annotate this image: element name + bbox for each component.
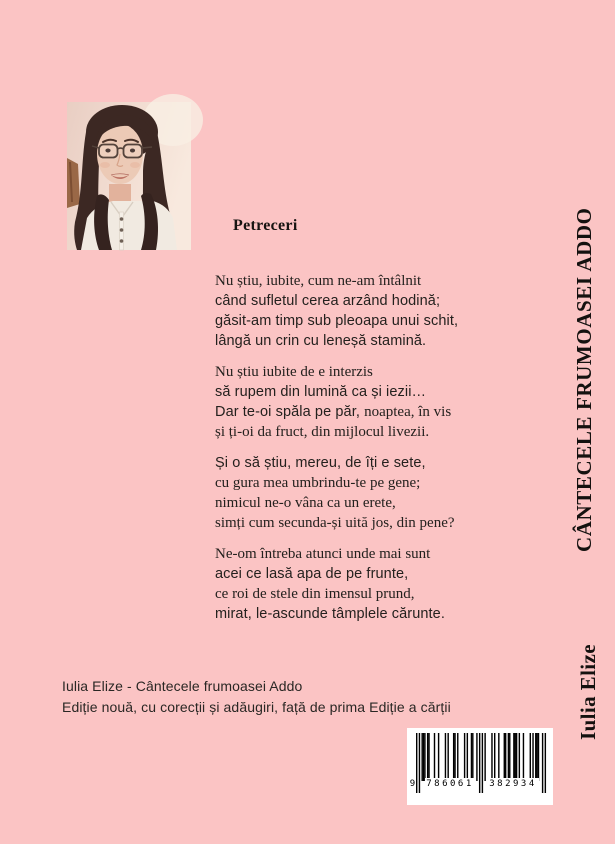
poem-line-segment: acei ce lasă apa de pe frunte, <box>215 566 409 582</box>
poem-line <box>215 544 535 564</box>
poem-stanza <box>215 271 535 351</box>
poem-line <box>215 564 535 584</box>
poem-line <box>215 453 535 473</box>
poem-line-segment: Dar te-oi spăla pe păr, <box>215 404 365 420</box>
poem-line-segment: cu gura mea umbrindu-te pe gene; <box>215 475 421 491</box>
poem-title: Petreceri <box>233 217 298 234</box>
poem <box>215 271 535 622</box>
poem-line <box>215 584 535 604</box>
poem-stanza <box>215 362 535 442</box>
poem-line <box>215 331 535 351</box>
poem-line-segment: Ne-om întreba atunci unde mai sunt <box>215 546 431 562</box>
author-photo <box>67 102 191 250</box>
barcode-digit-group-1: 9 <box>409 779 416 789</box>
barcode-digit-group-3: 382934 <box>487 778 539 791</box>
poem-line <box>215 291 535 311</box>
poem-line-segment: noaptea, în vis <box>364 404 452 420</box>
poem-line <box>215 362 535 382</box>
poem-line <box>215 271 535 291</box>
poem-line-segment: când sufletul cerea arzând hodină; <box>215 293 441 309</box>
poem-line-segment: lângă un crin cu leneșă stamină. <box>215 333 427 349</box>
poem-stanza <box>215 453 535 533</box>
poem-line-segment: simți cum secunda-și uită jos, din pene? <box>215 515 455 531</box>
poem-line-segment: Nu știu, iubite, cum ne-am întâlnit <box>215 273 422 289</box>
poem-line-segment: mirat, le-ascunde tâmplele cărunte. <box>215 606 445 622</box>
poem-line <box>215 513 535 533</box>
poem-line <box>215 311 535 331</box>
spine-author-name: Iulia Elize <box>576 644 600 740</box>
edition-note <box>62 676 451 718</box>
poem-stanza <box>215 544 535 624</box>
poem-line-segment: ce roi de stele din imensul prund, <box>215 586 415 602</box>
poem-line-segment: Și o să știu, mereu, de îți e sete, <box>215 455 426 471</box>
barcode-digit-group-2: 786061 <box>426 779 474 789</box>
poem-line <box>215 473 535 493</box>
poem-line-segment: și ți-oi da fruct, din mijlocul livezii. <box>215 424 430 440</box>
poem-line-segment: Nu știu iubite de e interzis <box>215 364 373 380</box>
poem-line-segment: nimicul ne-o vâna ca un erete, <box>215 495 396 511</box>
poem-line <box>215 422 535 442</box>
poem-line <box>215 493 535 513</box>
barcode <box>407 728 553 805</box>
poem-line-segment: găsit-am timp sub pleoapa unui schit, <box>215 313 459 329</box>
spine-book-title: CÂNTECELE FRUMOASEI ADDO <box>572 207 596 553</box>
edition-note-line-2: Ediție nouă, cu corecții și adăugiri, față de prima Ediție a cărții <box>62 699 451 715</box>
poem-line <box>215 402 535 422</box>
edition-note-line-1: Iulia Elize - Cântecele frumoasei Addo <box>62 678 303 694</box>
poem-line-segment: să rupem din lumină ca și iezii… <box>215 384 427 400</box>
poem-line <box>215 604 535 624</box>
poem-line <box>215 382 535 402</box>
woman-portrait-graphic <box>67 102 191 250</box>
